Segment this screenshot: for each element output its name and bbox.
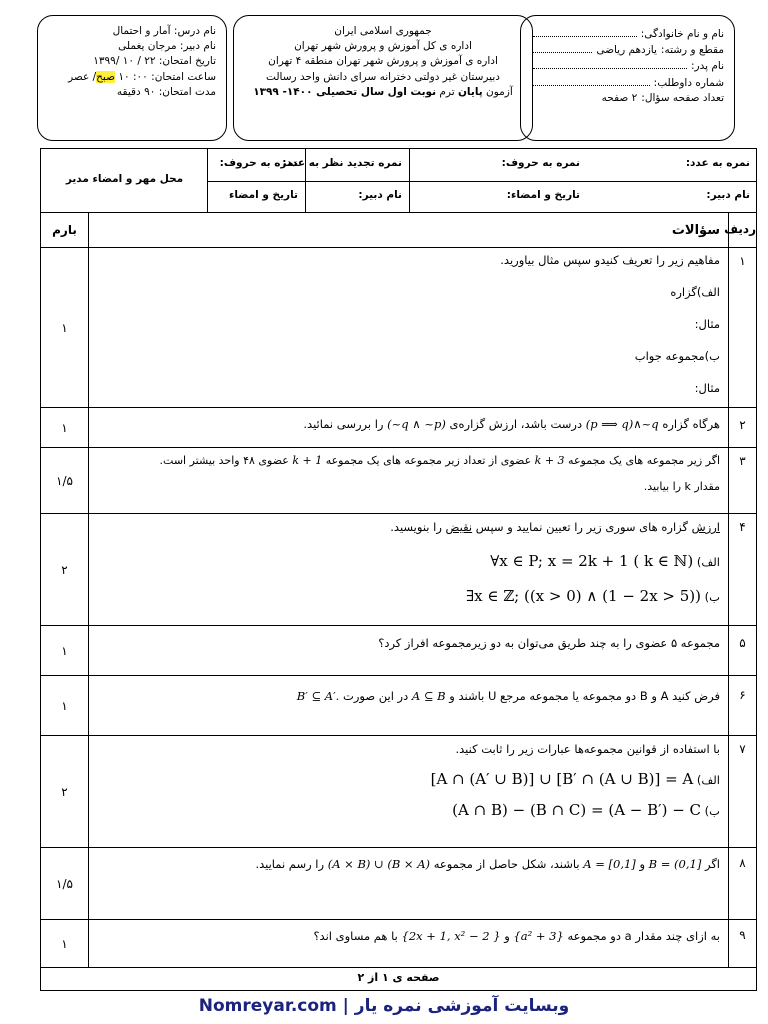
- question-body: [97, 688, 720, 705]
- question-score: ۱: [41, 626, 89, 675]
- question-body: [97, 856, 720, 873]
- exam-term-word: ترم: [439, 85, 455, 98]
- grade-row: [529, 42, 724, 58]
- score-word-label: نمره به حروف:: [501, 157, 580, 169]
- math-expression: (p ⟹ q)∧~q: [585, 417, 659, 431]
- math-expression: ∀x ∈ P; x = 2k + 1 ( k ∈ ℕ): [490, 552, 694, 570]
- question-body: مجموعه ۵ عضوی را به چند طریق می‌توان به دو زیرمجموعه افراز کرد؟: [378, 636, 720, 650]
- question-score: ۱: [41, 248, 89, 407]
- math-expression: [A ∩ (A′ ∪ B)] ∪ [B′ ∩ (A ∪ B)] = A: [430, 770, 694, 788]
- question-body: [97, 734, 720, 826]
- question-row-3: [41, 448, 756, 514]
- math-expression: (A × B) ∪ (B × A): [327, 857, 431, 871]
- father-name-label: نام پدر:: [690, 60, 724, 73]
- question-row-7: [41, 736, 756, 848]
- example-label: مثال:: [694, 381, 720, 395]
- question-line-1: [97, 448, 720, 474]
- exam-year: سال تحصیلی ۱۴۰۰- ۱۳۹۹: [253, 85, 385, 98]
- math-expression: B′ ⊆ A′.: [296, 689, 340, 703]
- question-text: و: [504, 929, 510, 943]
- math-expression: A = [0,1]: [583, 857, 636, 871]
- question-text: اگر: [704, 857, 720, 871]
- exam-title-line: [240, 85, 526, 100]
- question-text: فرض کنید A و B دو مجموعه یا مجموعه مرجع U باشند و: [449, 689, 720, 703]
- math-expression: {a² + 3}: [513, 929, 564, 943]
- principal-seal-label: محل مهر و امضاء مدیر: [65, 173, 184, 185]
- question-number: ۶: [728, 676, 756, 735]
- candidate-field[interactable]: [533, 75, 650, 86]
- country-line: جمهوری اسلامی ایران: [334, 25, 432, 37]
- question-text: به ازای چند مقدار a دو مجموعه: [567, 929, 720, 943]
- question-body: [97, 928, 720, 945]
- question-text: با استفاده از قوانین مجموعه‌ها عبارات زیر را ثابت کنید.: [455, 742, 720, 756]
- exam-time-evening: / عصر: [68, 70, 97, 83]
- question-body: [97, 244, 720, 404]
- exam-time-value: ساعت امتحان: ۰۰: ۱۰: [118, 70, 216, 83]
- question-part-a: [97, 764, 720, 795]
- question-body: [97, 510, 720, 614]
- question-score: ۱: [41, 676, 89, 735]
- question-number: ۵: [728, 626, 756, 675]
- exam-time-morning: صبح: [96, 70, 116, 83]
- candidate-row: [529, 75, 724, 91]
- question-text: را رسم نمایید.: [255, 857, 325, 871]
- father-name-row: [529, 58, 724, 74]
- math-expression: (~q ∧ ~p): [387, 417, 446, 431]
- exam-info-box: [37, 15, 227, 141]
- math-expression: (A ∩ B) − (B ∩ C) = (A − B′) − C: [452, 801, 702, 819]
- question-score: ۱: [41, 408, 89, 447]
- part-label: ب): [704, 804, 720, 818]
- question-number: ۳: [728, 448, 756, 513]
- question-number: ۲: [728, 408, 756, 447]
- school-info-box: [233, 15, 533, 141]
- pages-value: ۲ صفحه: [601, 91, 638, 104]
- math-expression: A ⊆ B: [411, 689, 446, 703]
- student-name-field[interactable]: [533, 26, 637, 37]
- question-row-9: [41, 920, 756, 968]
- exam-duration: مدت امتحان: ۹۰ دقیقه: [116, 85, 216, 98]
- math-expression: ∃x ∈ ℤ; ((x > 0) ∧ (1 − 2x > 5)): [465, 587, 702, 605]
- department-line: اداره ی کل آموزش و پرورش شهر تهران: [294, 40, 472, 53]
- site-footer[interactable]: Nomreyar.com | وبسایت آموزشی نمره یار: [198, 996, 570, 1016]
- pages-row: [529, 91, 724, 106]
- pages-label: تعداد صفحه سؤال:: [641, 91, 724, 104]
- question-score: ۱/۵: [41, 848, 89, 919]
- question-row-6: [41, 676, 756, 736]
- school-line: دبیرستان غیر دولتی دخترانه سرای دانش واحد رسالت: [266, 70, 500, 83]
- part-label: الف): [696, 555, 720, 569]
- grade-dots: [533, 42, 592, 53]
- question-number: ۷: [728, 736, 756, 847]
- question-text: در این صورت: [343, 689, 409, 703]
- question-text: هرگاه گزاره: [662, 417, 720, 431]
- grade-block-review: [208, 149, 410, 213]
- questions-header: سؤالات: [671, 223, 720, 238]
- question-text: مفاهیم زیر را تعریف کنیدو سپس مثال بیاورید.: [500, 253, 720, 267]
- teacher-sign-label-2: نام دبیر:: [358, 189, 402, 201]
- question-text: اگر زیر مجموعه های یک مجموعه: [568, 454, 720, 467]
- principal-seal-block: [41, 149, 208, 213]
- question-number: ۸: [728, 848, 756, 919]
- question-row-1: [41, 248, 756, 408]
- father-name-field[interactable]: [533, 58, 687, 69]
- question-row-4: [41, 514, 756, 626]
- question-text: را بنویسید.: [390, 520, 442, 534]
- score-number-label: نمره به عدد:: [685, 157, 750, 169]
- question-part-b: [97, 579, 720, 614]
- question-row-8: [41, 848, 756, 920]
- grade-value: یازدهم ریاضی: [596, 44, 657, 57]
- page-number: صفحه ی ۱ از ۲: [357, 971, 440, 984]
- question-text: باشند، شکل حاصل از مجموعه: [433, 857, 580, 871]
- district-line: اداره ی آموزش و پرورش شهر تهران منطقه ۴ تهران: [268, 55, 498, 68]
- question-number: ۴: [728, 514, 756, 625]
- date-sign-label-2: تاریخ و امضاء: [228, 189, 298, 201]
- math-expression: k + 1: [292, 454, 323, 467]
- example-label: مثال:: [694, 317, 720, 331]
- question-text: ارزش: [691, 520, 720, 534]
- exam-date: تاریخ امتحان: ۲۲ / ۱۰ /۱۳۹۹: [93, 55, 216, 68]
- question-part-b: [97, 795, 720, 826]
- student-info-box: [520, 15, 735, 141]
- exam-round: نوبت اول: [387, 85, 437, 98]
- question-text: نقیض: [445, 520, 473, 534]
- question-part-a: [97, 544, 720, 579]
- exam-final-word: پایان: [457, 85, 483, 98]
- student-name-row: [529, 26, 724, 42]
- row-header: ردیف: [728, 213, 756, 247]
- date-sign-label: تاریخ و امضاء:: [506, 189, 580, 201]
- question-part-a: الف)گزاره: [670, 285, 720, 299]
- part-label: الف): [696, 773, 720, 787]
- review-word-label: نمره به حروف:: [219, 157, 298, 169]
- question-score: ۱: [41, 920, 89, 967]
- question-row-2: [41, 408, 756, 448]
- student-name-label: نام و نام خانوادگی:: [640, 28, 724, 40]
- course-name: نام درس: آمار و احتمال: [112, 25, 216, 37]
- candidate-label: شماره داوطلب:: [653, 76, 724, 89]
- question-text: درست باشد، ارزش گزاره‌ی: [449, 417, 583, 431]
- question-text: گزاره های سوری زیر را تعیین نمایید و سپس: [475, 520, 688, 534]
- question-text: را بررسی نمائید.: [303, 417, 384, 431]
- question-score: ۱/۵: [41, 448, 89, 513]
- question-text: با هم مساوی اند؟: [313, 929, 398, 943]
- question-line-1: [97, 510, 720, 544]
- exam-word: آزمون: [486, 85, 513, 98]
- grade-label: مقطع و رشته:: [660, 44, 724, 57]
- grade-block-initial: [410, 149, 756, 213]
- math-expression: B = (0,1]: [648, 857, 702, 871]
- question-text: عضوی از تعداد زیر مجموعه های یک مجموعه: [325, 454, 532, 467]
- question-body: [97, 416, 720, 433]
- question-number: ۹: [728, 920, 756, 967]
- math-expression: {2x + 1, x² − 2 }: [401, 929, 501, 943]
- score-header: بارم: [41, 213, 89, 247]
- question-row-5: [41, 626, 756, 676]
- question-text: عضوی ۴۸ واحد بیشتر است.: [159, 454, 289, 467]
- question-score: ۲: [41, 514, 89, 625]
- exam-sheet: [40, 148, 757, 991]
- math-expression: k + 3: [534, 454, 565, 467]
- part-label: ب): [704, 590, 720, 604]
- question-number: ۱: [728, 248, 756, 407]
- exam-time: [46, 70, 216, 85]
- teacher-name: نام دبیر: مرجان یغملی: [118, 40, 216, 53]
- question-score: ۲: [41, 736, 89, 847]
- question-body: [97, 448, 720, 500]
- question-part-b: ب)مجموعه جواب: [634, 349, 720, 363]
- teacher-sign-label: نام دبیر:: [706, 189, 750, 201]
- table-header-row: [41, 213, 756, 248]
- question-line-2: مقدار k را بیابید.: [643, 480, 720, 493]
- question-text: و: [639, 857, 645, 871]
- review-number-label: نمره تجدید نظر به عدد:: [282, 157, 402, 169]
